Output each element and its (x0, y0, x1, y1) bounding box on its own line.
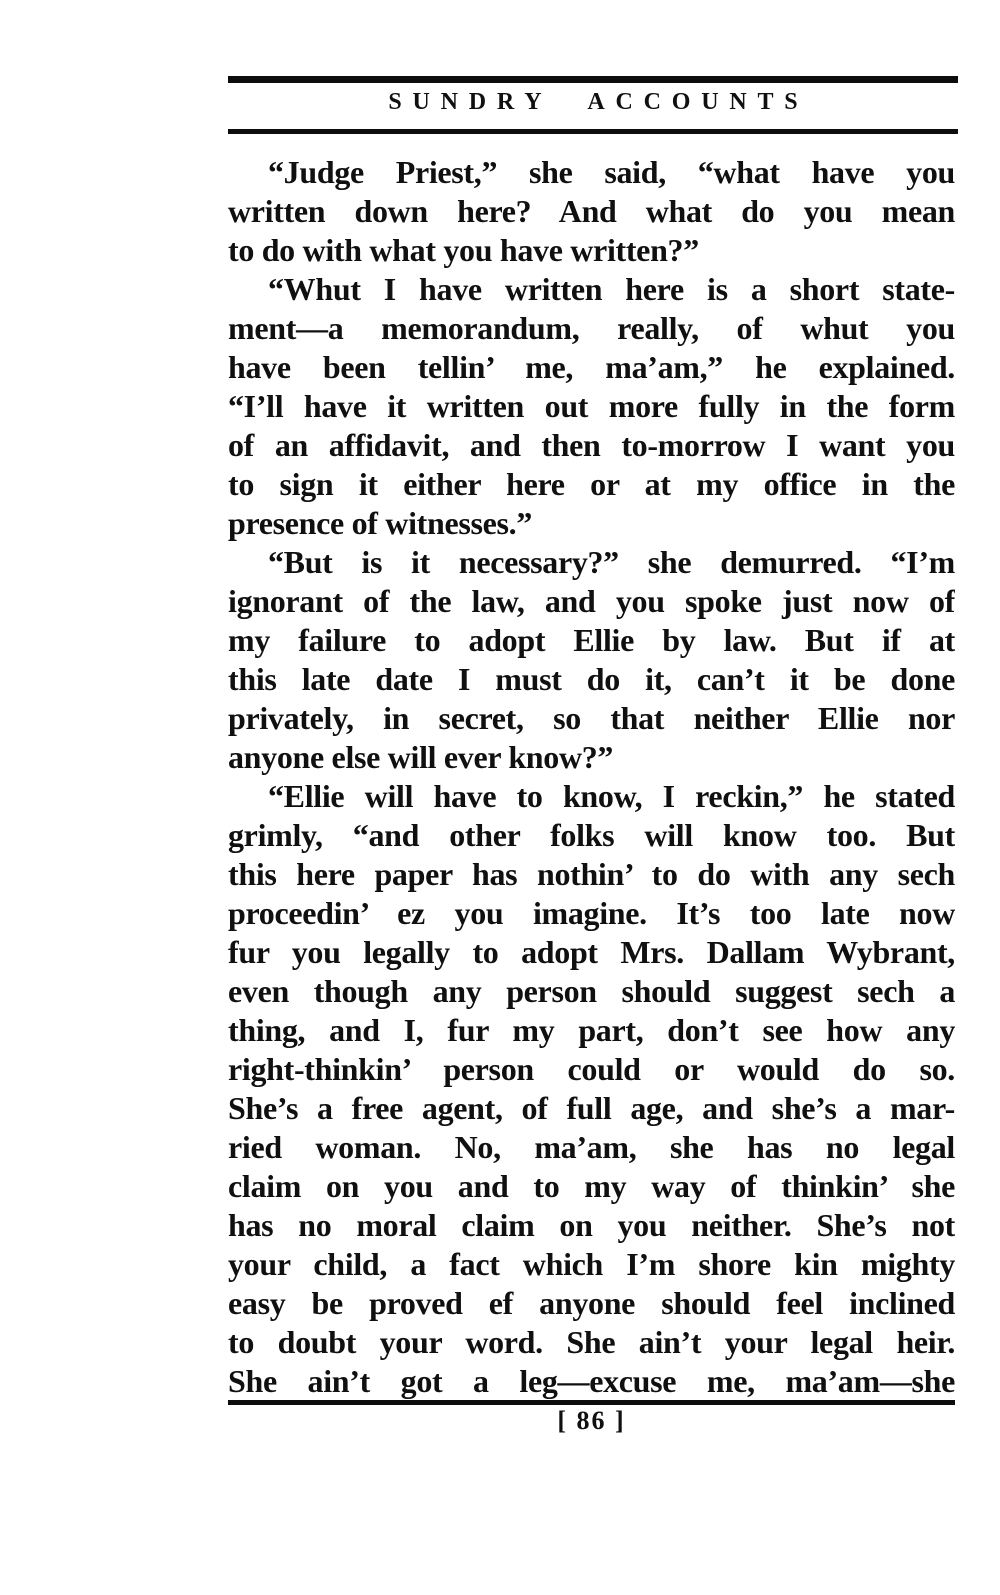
text-line: this late date I must do it, can’t it be done (228, 661, 955, 697)
header-rule-top (228, 76, 958, 83)
text-line: “Ellie will have to know, I reckin,” he stated (268, 778, 955, 814)
text-line: anyone else will ever know?” (228, 739, 614, 775)
text-line: She’s a free agent, of full age, and she’s a mar- (228, 1090, 955, 1126)
text-line: ried woman. No, ma’am, she has no legal (228, 1129, 955, 1165)
text-line: presence of witnesses.” (228, 505, 532, 541)
text-line: fur you legally to adopt Mrs. Dallam Wybrant, (228, 934, 955, 970)
text-line: to do with what you have written?” (228, 232, 699, 268)
text-line: of an affidavit, and then to-morrow I want you (228, 427, 955, 463)
text-line: to doubt your word. She ain’t your legal heir. (228, 1324, 955, 1360)
header-rule-bottom (228, 129, 958, 134)
text-line: privately, in secret, so that neither Ellie nor (228, 700, 955, 736)
text-line: thing, and I, fur my part, don’t see how any (228, 1012, 955, 1048)
text-line: “Judge Priest,” she said, “what have you (268, 154, 955, 190)
text-line: “I’ll have it written out more fully in the form (228, 388, 955, 424)
text-line: ment—a memorandum, really, of whut you (228, 310, 955, 346)
text-line: have been tellin’ me, ma’am,” he explained. (228, 349, 955, 385)
text-line: your child, a fact which I’m shore kin mighty (228, 1246, 955, 1282)
text-line: this here paper has nothin’ to do with any sech (228, 856, 955, 892)
text-line: She ain’t got a leg—excuse me, ma’am—she (228, 1363, 955, 1399)
footer-rule (228, 1400, 955, 1405)
text-line: “Whut I have written here is a short state- (268, 271, 955, 307)
body-text (228, 153, 955, 1401)
page-number: [ 86 ] (557, 1406, 626, 1435)
text-line: easy be proved ef anyone should feel inclined (228, 1285, 955, 1321)
text-line: ignorant of the law, and you spoke just now of (228, 583, 955, 619)
text-line: written down here? And what do you mean (228, 193, 955, 229)
text-line: “But is it necessary?” she demurred. “I’m (268, 544, 955, 580)
text-line: even though any person should suggest sech a (228, 973, 955, 1009)
text-line: has no moral claim on you neither. She’s not (228, 1207, 955, 1243)
text-line: right-thinkin’ person could or would do so. (228, 1051, 955, 1087)
text-line: claim on you and to my way of thinkin’ she (228, 1168, 955, 1204)
text-line: grimly, “and other folks will know too. But (228, 817, 955, 853)
text-line: to sign it either here or at my office in the (228, 466, 955, 502)
running-header-title: SUNDRY ACCOUNTS (388, 89, 809, 115)
text-line: proceedin’ ez you imagine. It’s too late now (228, 895, 955, 931)
text-line: my failure to adopt Ellie by law. But if at (228, 622, 955, 658)
